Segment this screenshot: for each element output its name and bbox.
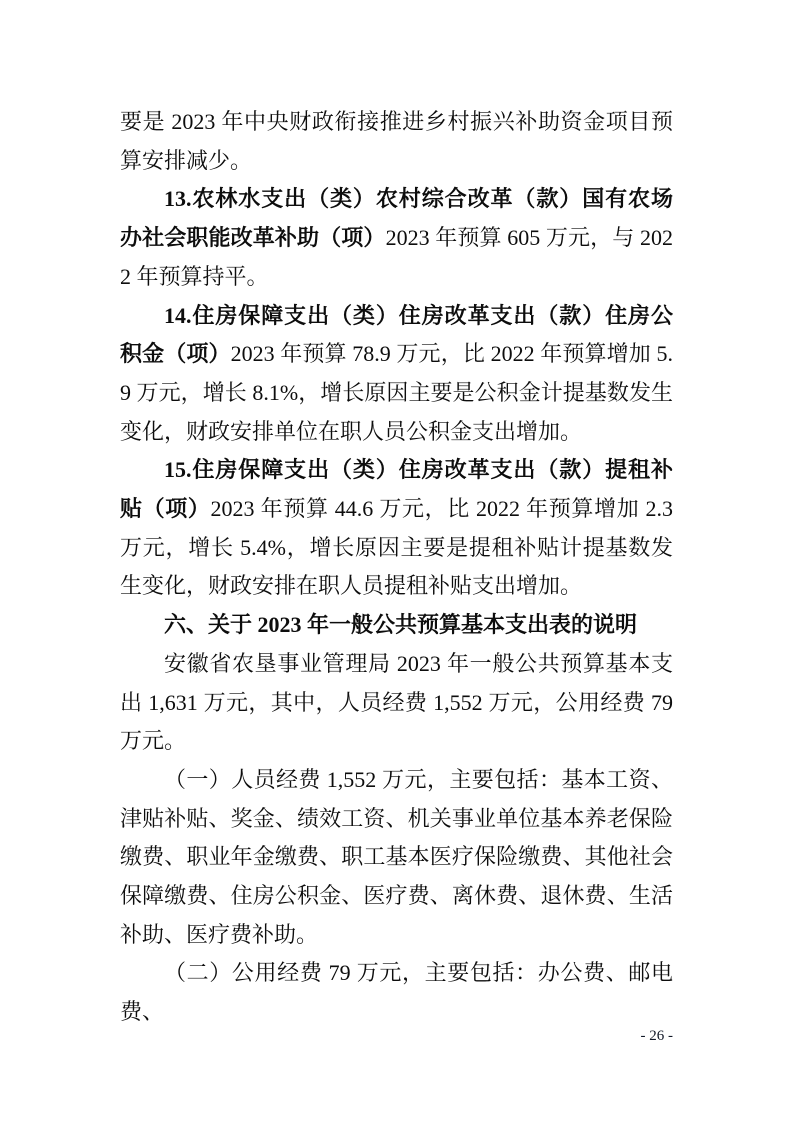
paragraph-public-funds [120, 954, 673, 1031]
paragraph-text: （二）公用经费 79 万元，主要包括：办公费、邮电费、 [120, 960, 673, 1025]
paragraph-text: （一）人员经费 1,552 万元，主要包括：基本工资、津贴补贴、奖金、绩效工资、机关事业单位基本养老保险缴费、职业年金缴费、职工基本医疗保险缴费、其他社会保障缴费、住房公积金、医疗费、离休费、退休费、生活补助、医疗费补助。 [120, 766, 673, 947]
paragraph-item-15 [120, 451, 673, 606]
paragraph-text: 2023 年预算 78.9 万元，比 2022 年预算增加 5.9 万元，增长 8.1%，增长原因主要是公积金计提基数发生变化，财政安排单位在职人员公积金支出增加。 [120, 341, 673, 444]
item-15-title: 15.住房保障支出（类）住房改革支出（款）提租补贴（项） [120, 457, 673, 522]
paragraph-text: 安徽省农垦事业管理局 2023 年一般公共预算基本支出 1,631 万元，其中，人员经费 1,552 万元，公用经费 79 万元。 [120, 650, 673, 754]
page-content [120, 103, 673, 1032]
paragraph-item-13 [120, 180, 673, 296]
item-14-title: 14.住房保障支出（类）住房改革支出（款）住房公积金（项） [120, 302, 673, 367]
paragraph-text: 要是 2023 年中央财政衔接推进乡村振兴补助资金项目预算安排减少。 [120, 109, 673, 173]
paragraph-personnel-funds [120, 761, 673, 955]
paragraph-basic-expenditure [120, 645, 673, 761]
paragraph-item-14 [120, 297, 673, 452]
paragraph-continuation [120, 103, 673, 180]
heading-text: 六、关于 2023 年一般公共预算基本支出表的说明 [164, 612, 638, 638]
section-six-heading [120, 606, 673, 645]
paragraph-text: 2023 年预算 605 万元，与 2022 年预算持平。 [120, 225, 673, 289]
paragraph-text: 2023 年预算 44.6 万元，比 2022 年预算增加 2.3 万元，增长 5.4%，增长原因主要是提租补贴计提基数发生变化，财政安排在职人员提租补贴支出增加。 [120, 496, 673, 599]
item-13-title: 13.农林水支出（类）农村综合改革（款）国有农场办社会职能改革补助（项） [120, 186, 673, 251]
page-number: - 26 - [640, 1028, 673, 1044]
